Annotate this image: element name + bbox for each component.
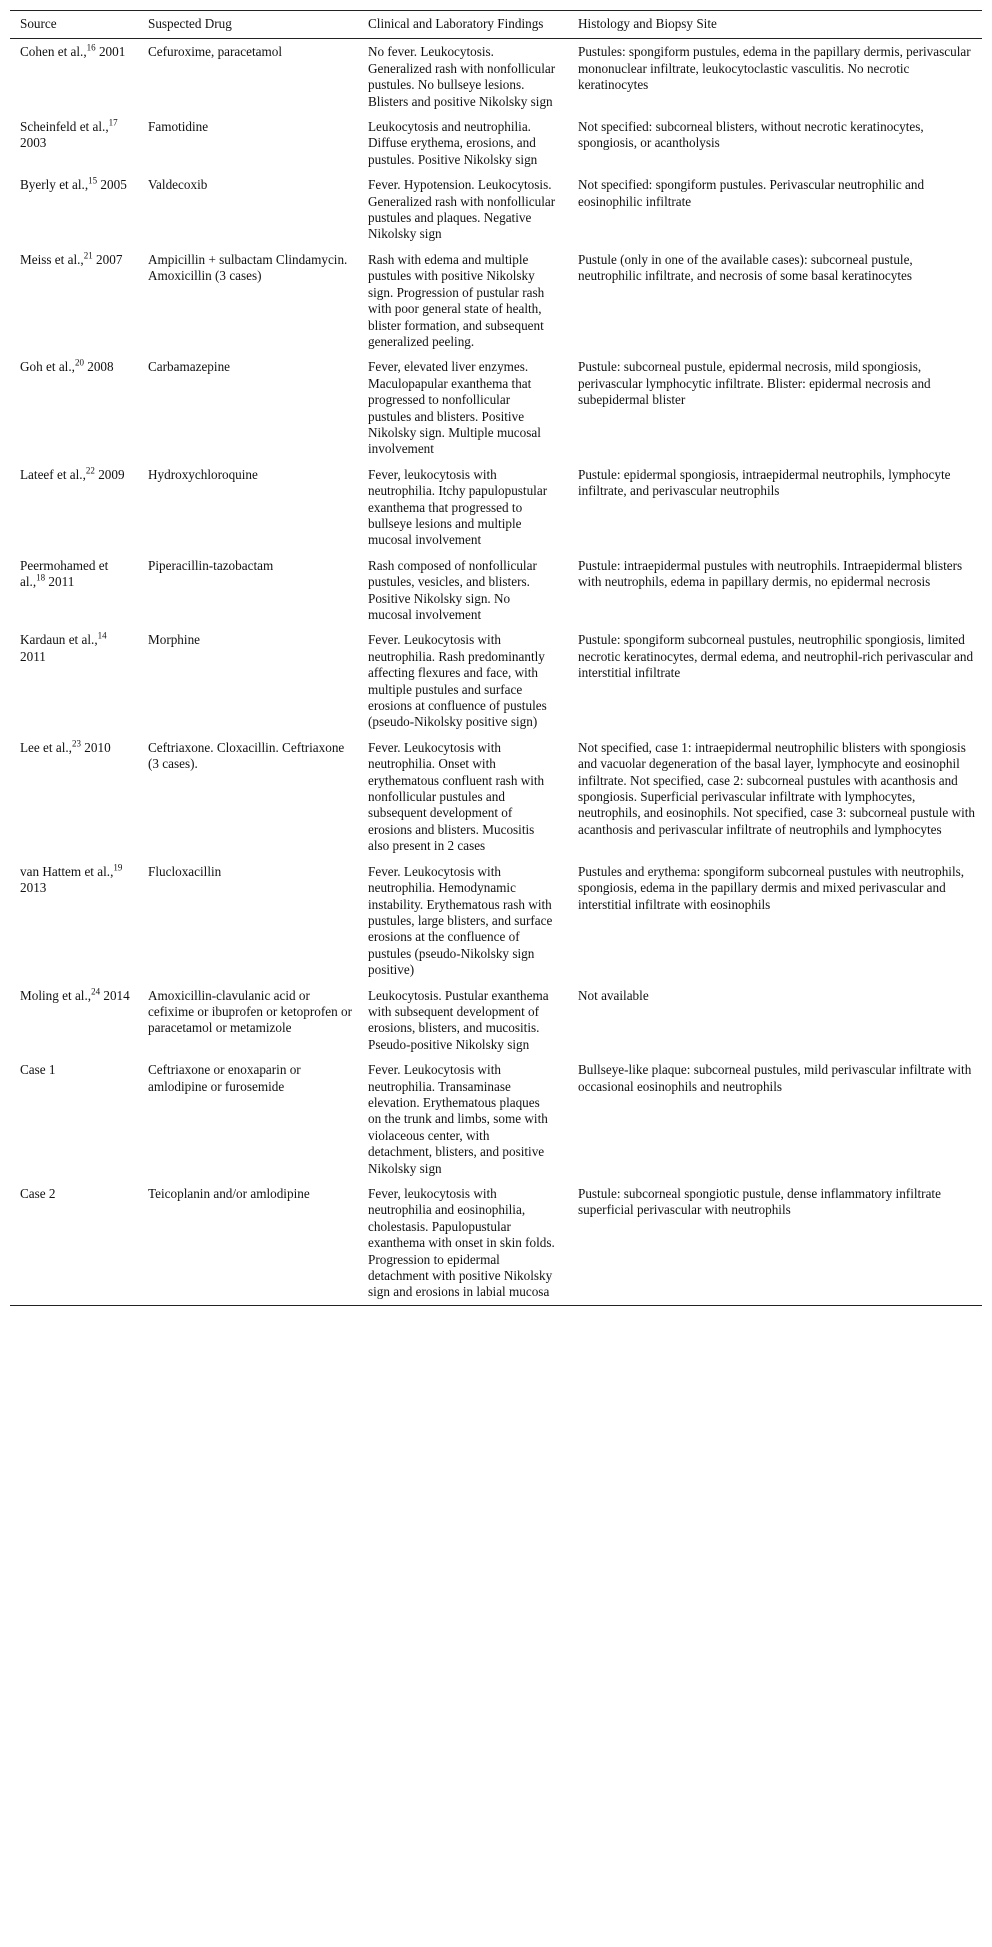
source-cell [10,1057,138,1181]
table-row [10,553,982,628]
source-author: Lateef et al., [20,466,86,482]
reference-number: 15 [88,175,98,186]
findings-cell: Fever. Leukocytosis with neutrophilia. Hemodynamic instability. Erythematous rash with pustules, large blisters, and surface erosions at the confluence of pustules (pseudo-Nikolsky sign positive) [368,863,553,978]
histology-cell: Not specified: subcorneal blisters, without necrotic keratinocytes, spongiosis, or acantholysis [578,119,924,151]
reference-number: 18 [36,572,46,583]
findings-cell: Fever. Leukocytosis with neutrophilia. Onset with erythematous confluent rash with nonfollicular pustules and subsequent development of erosions and blisters. Mucositis also present in 2 cases [368,739,545,854]
findings-cell: Fever. Leukocytosis with neutrophilia. Transaminase elevation. Erythematous plaques on the trunk and limbs, some with violaceous center, with detachment, blisters, and positive Nikolsky sign [368,1062,548,1176]
table-row [10,39,982,114]
source-cell [10,114,138,172]
source-cell [10,859,138,983]
table-row [10,114,982,172]
drug-cell: Morphine [148,632,201,648]
table-row [10,247,982,354]
drug-cell: Valdecoxib [148,177,208,193]
reference-number: 21 [83,250,93,261]
drug-cell: Teicoplanin and/or amlodipine [148,1186,310,1201]
reference-number: 24 [91,986,101,997]
findings-cell: No fever. Leukocytosis. Generalized rash with nonfollicular pustules. No bullseye lesions. Blisters and positive Nikolsky sign [368,44,556,109]
source-year: 2003 [20,135,47,151]
header-histology: Histology and Biopsy Site [578,16,717,31]
source-year: 2013 [20,880,47,896]
source-author: Peermohamed et al., [20,557,109,590]
histology-cell: Pustule: epidermal spongiosis, intraepidermal neutrophils, lymphocyte infiltrate, and perivascular neutrophils [578,466,951,499]
table-row [10,1181,982,1305]
drug-cell: Carbamazepine [148,359,231,375]
source-author: Case 2 [20,1186,56,1201]
source-cell [10,1181,138,1305]
table-row [10,354,982,461]
histology-cell: Not specified: spongiform pustules. Perivascular neutrophilic and eosinophilic infiltrate [578,177,925,209]
table-row [10,983,982,1058]
findings-cell: Fever, leukocytosis with neutrophilia and eosinophilia, cholestasis. Papulopustular exanthema with onset in skin folds. Progression to epidermal detachment with positive Nikolsky sign and erosions in labial mucosa [368,1186,555,1300]
findings-cell: Leukocytosis. Pustular exanthema with subsequent development of erosions, blisters, and mucositis. Pseudo-positive Nikolsky sign [368,987,549,1052]
histology-cell: Pustule (only in one of the available cases): subcorneal pustule, neutrophilic infiltrate, and necrosis of some basal keratinocytes [578,251,913,284]
source-author: Kardaun et al., [20,632,98,648]
header-source: Source [20,16,57,31]
drug-cell: Piperacillin-tazobactam [148,557,274,573]
findings-cell: Fever, elevated liver enzymes. Maculopapular exanthema that progressed to nonfollicular pustules and blisters. Positive Nikolsky sign. Multiple mucosal involvement [368,359,541,457]
findings-cell: Fever. Hypotension. Leukocytosis. Generalized rash with nonfollicular pustules and plaques. Negative Nikolsky sign [368,177,556,242]
header-suspected-drug: Suspected Drug [148,16,232,31]
reference-number: 23 [71,738,81,749]
source-year: 2007 [92,251,123,267]
source-author: Cohen et al., [20,44,87,60]
findings-cell: Rash composed of nonfollicular pustules, vesicles, and blisters. Positive Nikolsky sign. No mucosal involvement [368,557,537,622]
drug-cell: Cefuroxime, paracetamol [148,44,283,60]
source-cell [10,983,138,1058]
drug-cell: Ampicillin + sulbactam Clindamycin. Amoxicillin (3 cases) [148,251,348,284]
drug-cell: Ceftriaxone. Cloxacillin. Ceftriaxone (3 cases). [148,739,345,772]
histology-cell: Not specified, case 1: intraepidermal neutrophilic blisters with spongiosis and vacuolar degeneration of the basal layer, lymphocyte and eosinophil infiltrate. Not specified, case 2: subcorneal pustules with acanthosis and spongiosis. Superficial perivascular infiltrate with lymphocytes, neutrophils, and eosinophils. Not specified, case 3: subcorneal pustule with acanthosis and perivascular infiltrate of neutrophils and lymphocytes [578,739,976,837]
reference-number: 17 [108,117,118,128]
drug-cell: Famotidine [148,119,209,135]
source-year: 2011 [20,648,46,664]
table-row [10,462,982,553]
reference-number: 19 [113,862,123,873]
histology-cell: Pustule: subcorneal spongiotic pustule, dense inflammatory infiltrate superficial perivascular with neutrophils [578,1186,941,1218]
drug-cell: Ceftriaxone or enoxaparin or amlodipine or furosemide [148,1062,301,1094]
source-year: 2014 [100,987,130,1003]
drug-cell: Amoxicillin-clavulanic acid or cefixime or ibuprofen or ketoprofen or paracetamol or metamizole [148,987,352,1036]
source-cell [10,627,138,734]
reference-number: 14 [97,631,107,642]
source-author: van Hattem et al., [20,863,114,879]
table-row [10,627,982,734]
header-findings: Clinical and Laboratory Findings [368,16,544,31]
drug-reaction-table [10,10,982,1306]
source-author: Meiss et al., [20,251,84,267]
source-author: Moling et al., [20,987,92,1003]
findings-cell: Fever. Leukocytosis with neutrophilia. Rash predominantly affecting flexures and face, with multiple pustules and surface erosions at confluence of pustules (pseudo-Nikolsky positive sign) [368,632,547,730]
source-cell [10,247,138,354]
drug-cell: Flucloxacillin [148,863,222,879]
findings-cell: Rash with edema and multiple pustules with positive Nikolsky sign. Progression of pustular rash with poor general state of health, blister formation, and subsequent generalized peeling. [368,251,545,349]
histology-cell: Not available [578,987,649,1003]
source-cell [10,553,138,628]
source-year: 2008 [83,359,114,375]
header-row [10,11,982,39]
source-year: 2005 [97,177,127,193]
reference-number: 16 [86,43,96,54]
source-author: Scheinfeld et al., [20,119,109,135]
source-author: Byerly et al., [20,177,89,193]
source-cell [10,735,138,859]
source-author: Case 1 [20,1062,56,1078]
histology-cell: Pustules and erythema: spongiform subcorneal pustules with neutrophils, spongiosis, edema in the papillary dermis and mixed perivascular and interstitial infiltrate with eosinophils [578,863,965,912]
reference-number: 22 [85,465,95,476]
histology-cell: Pustules: spongiform pustules, edema in the papillary dermis, perivascular mononuclear infiltrate, leukocytoclastic vasculitis. No necrotic keratinocytes [578,44,971,93]
reference-number: 20 [74,357,84,368]
histology-cell: Pustule: subcorneal pustule, epidermal necrosis, mild spongiosis, perivascular lymphocytic infiltrate. Blister: epidermal necrosis and subepidermal blister [578,359,931,408]
histology-cell: Pustule: intraepidermal pustules with neutrophils. Intraepidermal blisters with neutrophils, edema in papillary dermis, no epidermal necrosis [578,557,963,590]
histology-cell: Pustule: spongiform subcorneal pustules, neutrophilic spongiosis, limited necrotic keratinocytes, dermal edema, and neutrophil-rich perivascular and interstitial infiltrate [578,632,974,681]
table-row [10,1057,982,1181]
source-cell [10,39,138,114]
drug-cell: Hydroxychloroquine [148,466,258,482]
table-row [10,735,982,859]
source-cell [10,462,138,553]
source-author: Goh et al., [20,359,75,375]
source-year: 2009 [94,466,125,482]
source-year: 2010 [80,739,111,755]
findings-cell: Leukocytosis and neutrophilia. Diffuse erythema, erosions, and pustules. Positive Nikolsky sign [368,119,538,167]
table-row [10,172,982,247]
source-year: 2001 [95,44,126,60]
table-header [10,11,982,39]
findings-cell: Fever, leukocytosis with neutrophilia. Itchy papulopustular exanthema that progressed to bullseye lesions and multiple mucosal involvement [368,466,548,548]
source-author: Lee et al., [20,739,72,755]
table-body [10,39,982,1305]
table-row [10,859,982,983]
histology-cell: Bullseye-like plaque: subcorneal pustules, mild perivascular infiltrate with occasional eosinophils and neutrophils [578,1062,972,1094]
source-cell [10,172,138,247]
source-cell [10,354,138,461]
source-year: 2011 [45,574,75,590]
